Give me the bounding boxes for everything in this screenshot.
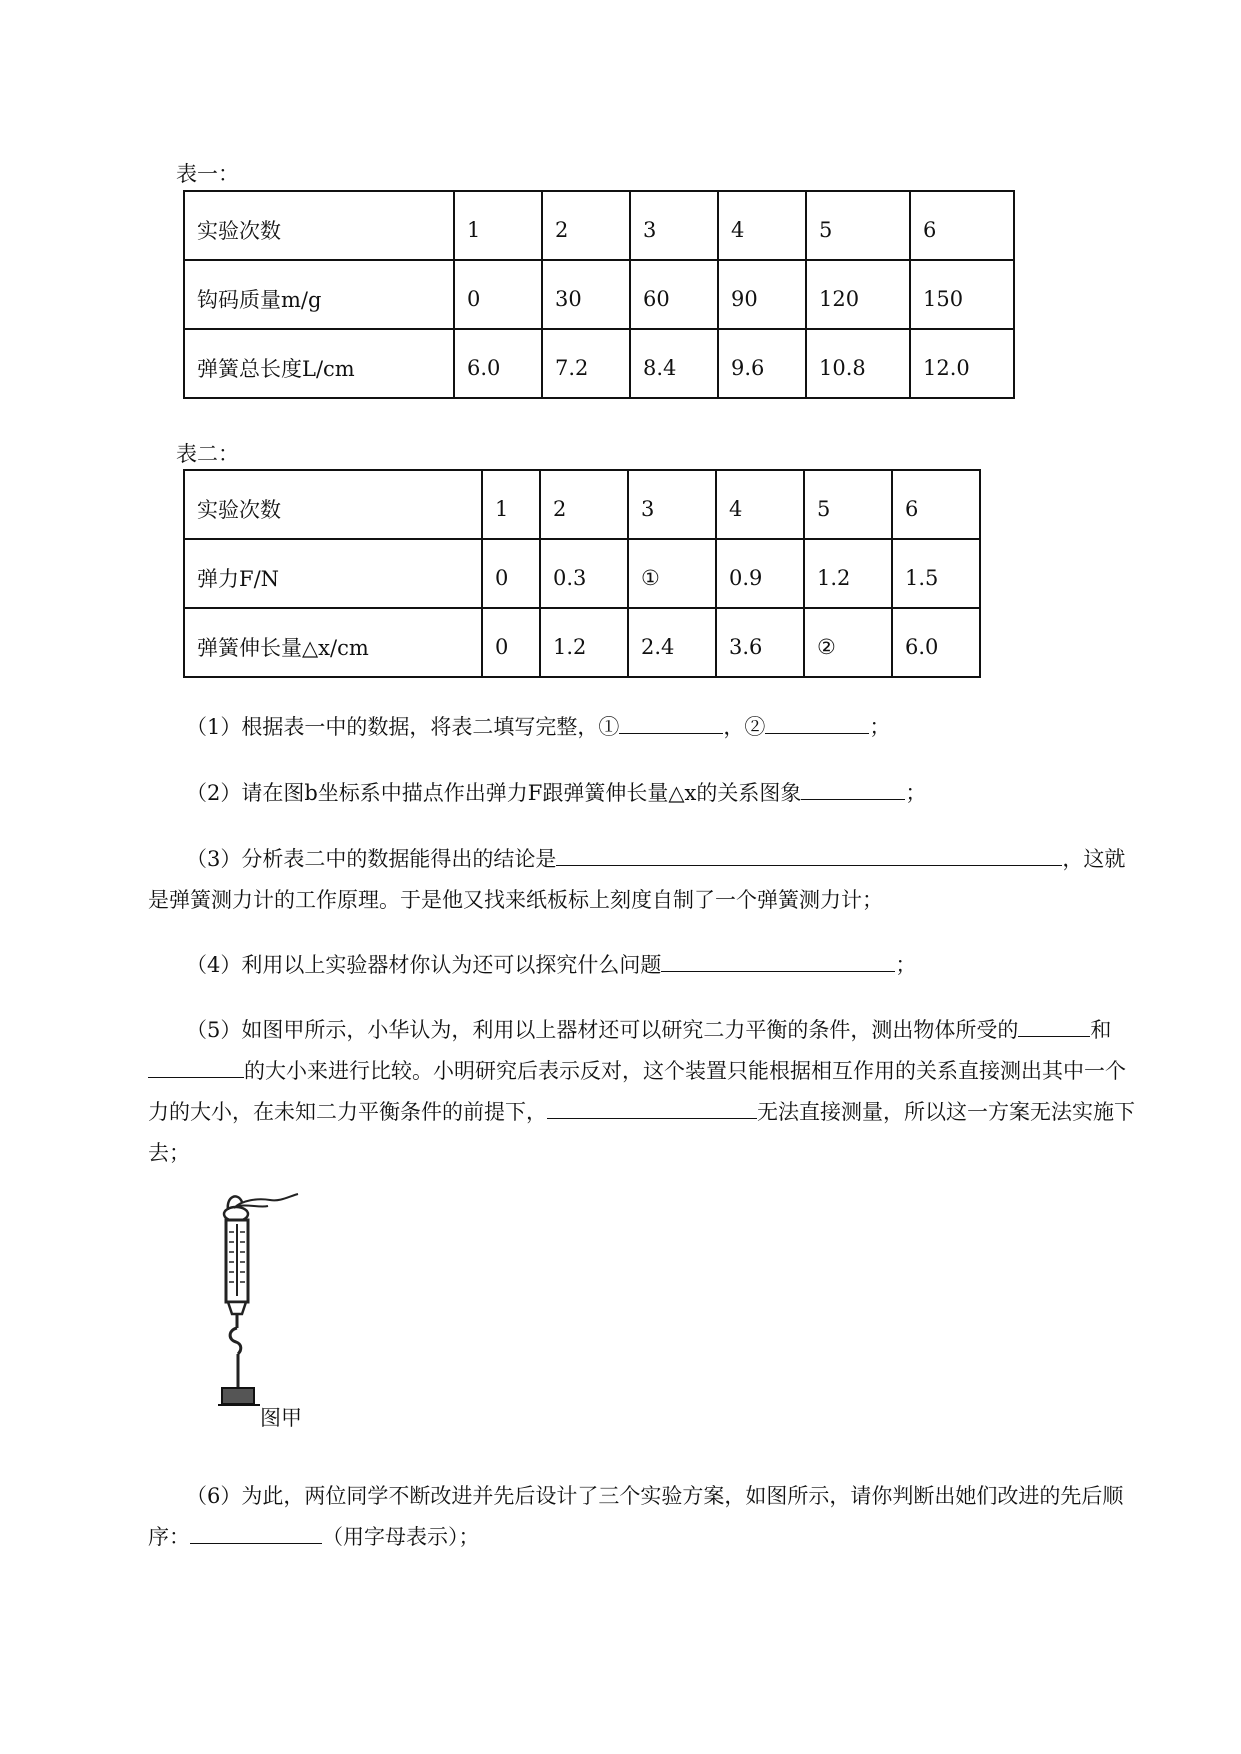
table-cell: 7.2 [542,329,630,398]
question-6-text: （6）为此，两位同学不断改进并先后设计了三个实验方案，如图所示，请你判断出她们改进的先后顺序： [148,1484,1124,1549]
answer-blank-1[interactable] [619,707,723,734]
table-cell: 12.0 [910,329,1014,398]
table-row [184,260,1014,329]
table-cell: 8.4 [630,329,718,398]
table-cell: ② [804,608,892,677]
answer-blank-8[interactable] [547,1092,757,1119]
table-cell: 10.8 [806,329,910,398]
table-cell: 6.0 [454,329,542,398]
question-4 [148,945,1138,986]
table-cell: 0 [482,539,540,608]
table-cell: 30 [542,260,630,329]
table-cell: 2 [540,470,628,539]
answer-blank-4[interactable] [556,839,1062,866]
table-cell: 1.2 [804,539,892,608]
table-cell: 4 [716,470,804,539]
question-1-text: （1）根据表一中的数据，将表二填写完整，① [186,715,620,739]
table-cell: 6 [910,191,1014,260]
table-cell: 3.6 [716,608,804,677]
table2 [183,469,981,678]
table-cell: 3 [630,191,718,260]
table-cell: 1 [482,470,540,539]
row-header-cell: 弹簧伸长量△x/cm [184,608,482,677]
table1-caption: 表一： [176,162,239,186]
question-3-text: （3）分析表二中的数据能得出的结论是 [186,847,557,871]
table-cell: 2 [542,191,630,260]
question-1 [148,707,1138,748]
answer-blank-9[interactable] [190,1517,322,1544]
row-header-cell: 弹簧总长度L/cm [184,329,454,398]
question-5-text: （5）如图甲所示，小华认为，利用以上器材还可以研究二力平衡的条件，测出物体所受的 [186,1018,1019,1042]
row-header-cell: 弹力F/N [184,539,482,608]
table-cell: 60 [630,260,718,329]
question-6 [148,1476,1138,1558]
table-cell: 150 [910,260,1014,329]
answer-blank-6[interactable] [1018,1010,1090,1037]
table1 [183,190,1015,399]
answer-blank-5[interactable] [661,945,895,972]
question-5 [148,1010,1138,1174]
table-row [184,329,1014,398]
table-cell: 5 [804,470,892,539]
table-cell: 1 [454,191,542,260]
question-2-text: （2）请在图b坐标系中描点作出弹力F跟弹簧伸长量△x的关系图象 [186,781,802,805]
question-3-text-2: ，这就是弹簧测力计的工作原理。于是他又找来纸板标上刻度自制了一个弹簧测力计； [148,847,1126,912]
row-header-cell: 实验次数 [184,470,482,539]
question-6-end: （用字母表示）； [322,1525,480,1549]
table-cell: 0.3 [540,539,628,608]
table-cell: 120 [806,260,910,329]
table-row [184,608,980,677]
question-2 [148,773,1138,814]
table-cell: 0 [482,608,540,677]
question-2-end: ； [905,781,927,805]
table-row [184,470,980,539]
table-cell: 5 [806,191,910,260]
row-header-cell: 实验次数 [184,191,454,260]
answer-blank-3[interactable] [801,773,905,800]
table-cell: 4 [718,191,806,260]
question-3 [148,839,1138,921]
question-1-end: ； [869,715,891,739]
table-cell: 1.5 [892,539,980,608]
table-cell: 6 [892,470,980,539]
question-5-text-3: 的大小来进行比较。小明研究后表示反对，这个装置只能根据相互作用的关系直接测出其中一个力的大小，在未知二力平衡条件的前提下， [148,1059,1126,1124]
table-row [184,539,980,608]
table-cell: 1.2 [540,608,628,677]
figure-label: 图甲 [260,1406,302,1430]
table-cell: 2.4 [628,608,716,677]
question-5-text-2: 和 [1090,1018,1112,1042]
table-cell: 90 [718,260,806,329]
table-cell: 6.0 [892,608,980,677]
question-4-text: （4）利用以上实验器材你认为还可以探究什么问题 [186,953,662,977]
table-cell: 0 [454,260,542,329]
table2-caption: 表二： [176,442,239,466]
table-row [184,191,1014,260]
question-1-text-2: ，② [723,715,766,739]
question-4-end: ； [895,953,917,977]
answer-blank-7[interactable] [148,1051,244,1078]
spring-scale-figure [198,1188,328,1428]
table-cell: 9.6 [718,329,806,398]
table-cell: ① [628,539,716,608]
table-cell: 3 [628,470,716,539]
answer-blank-2[interactable] [765,707,869,734]
question-5-text-4: 无法直接测量，所以这一方案无法实施下去； [148,1100,1135,1165]
table-cell: 0.9 [716,539,804,608]
row-header-cell: 钩码质量m/g [184,260,454,329]
